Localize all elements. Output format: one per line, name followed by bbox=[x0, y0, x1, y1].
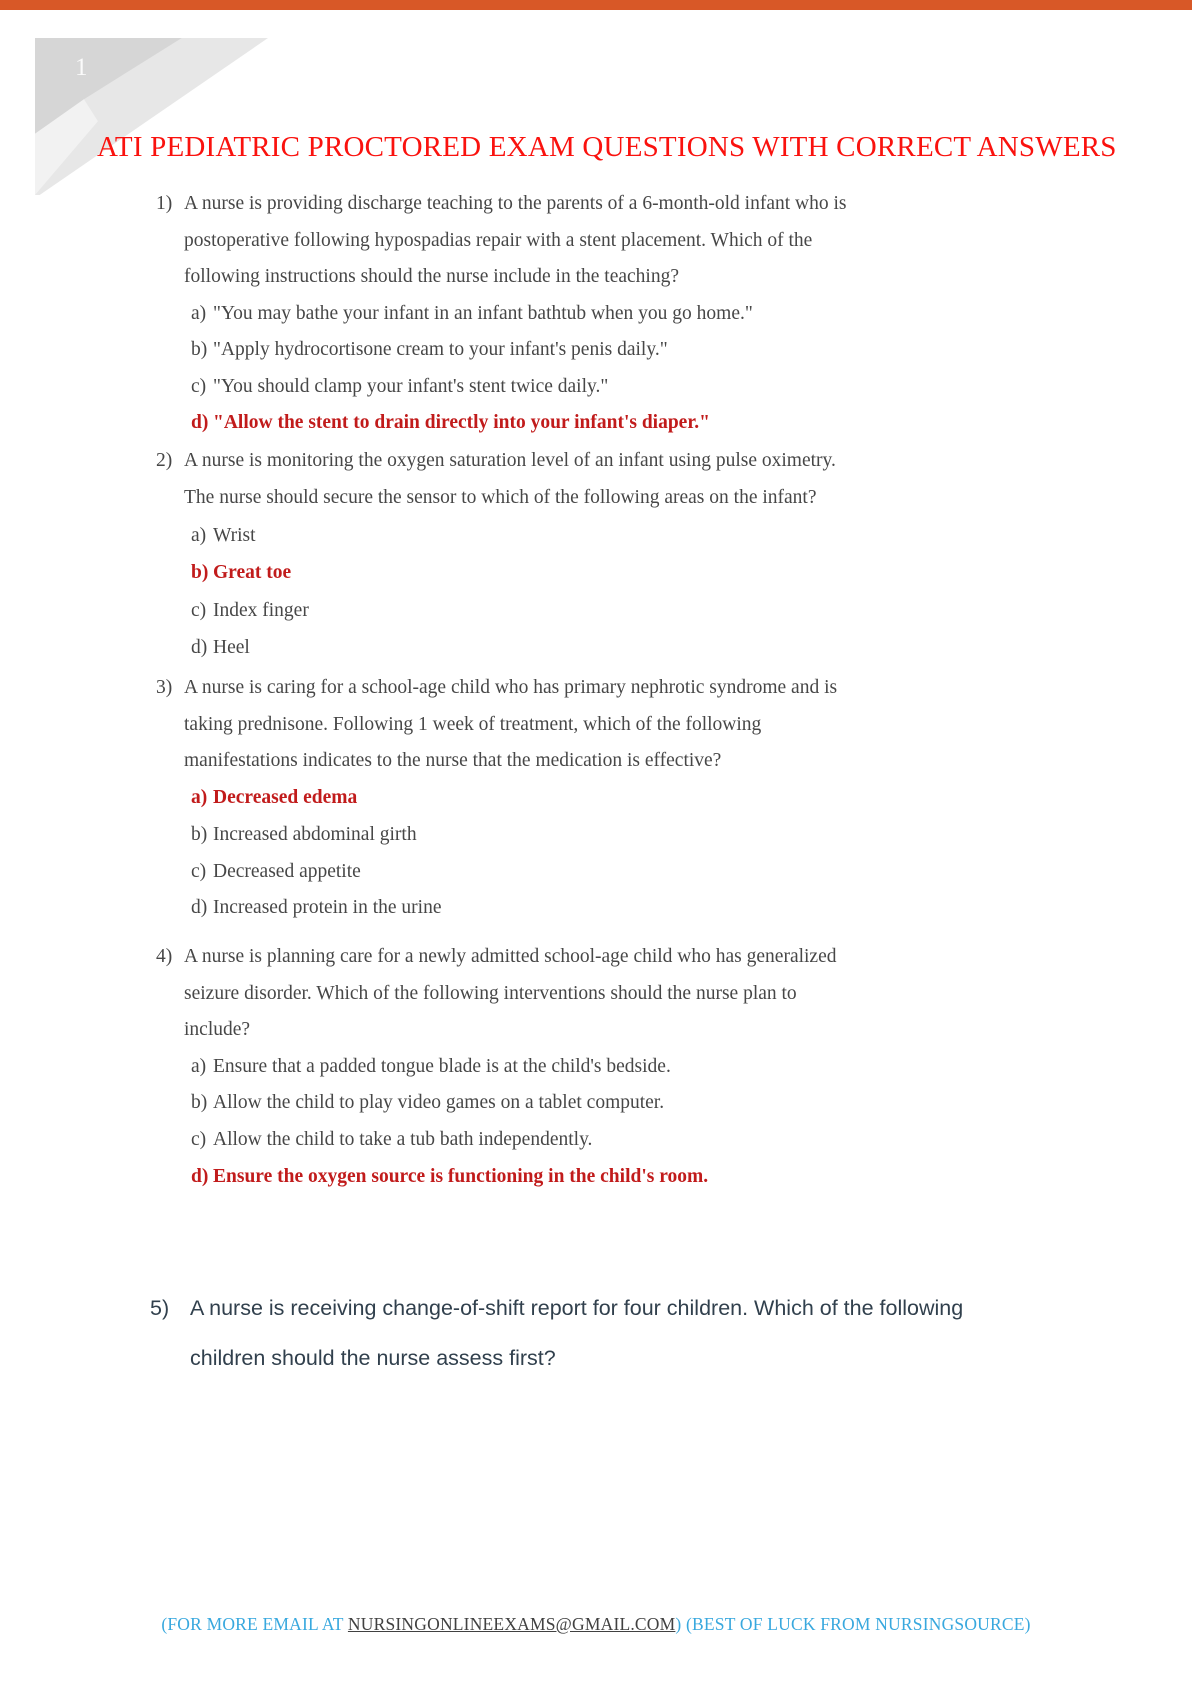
question-text: children should the nurse assess first? bbox=[190, 1346, 556, 1370]
question-text: following instructions should the nurse include in the teaching? bbox=[184, 266, 679, 287]
option-text: Ensure the oxygen source is functioning in the child's room. bbox=[213, 1165, 709, 1187]
question-item bbox=[0, 670, 1192, 927]
question-number: 2) bbox=[156, 450, 173, 471]
question-text: A nurse is receiving change-of-shift report for four children. Which of the following bbox=[190, 1296, 964, 1320]
footer-prefix: (FOR MORE EMAIL AT bbox=[161, 1614, 348, 1634]
document-title: ATI PEDIATRIC PROCTORED EXAM QUESTIONS WITH CORRECT ANSWERS bbox=[97, 131, 1117, 163]
answer-option bbox=[0, 854, 1192, 891]
footer-email-link[interactable]: NURSINGONLINEEXAMS@GMAIL.COM bbox=[347, 1614, 676, 1634]
question-number: 5) bbox=[150, 1296, 170, 1320]
answer-option-correct bbox=[0, 554, 1192, 591]
question-line bbox=[0, 259, 1192, 296]
question-line bbox=[0, 223, 1192, 260]
option-letter: c) bbox=[191, 860, 207, 882]
question-text: manifestations indicates to the nurse that the medication is effective? bbox=[184, 750, 722, 772]
option-text: Ensure that a padded tongue blade is at the child's bedside. bbox=[213, 1055, 671, 1077]
answer-option-correct bbox=[0, 1159, 1192, 1196]
answer-option-correct bbox=[0, 405, 1192, 442]
answer-option-correct bbox=[0, 780, 1192, 817]
option-letter: b) bbox=[191, 1092, 208, 1114]
question-text: The nurse should secure the sensor to which of the following areas on the infant? bbox=[184, 487, 817, 509]
answer-option bbox=[0, 517, 1192, 554]
option-letter: a) bbox=[191, 302, 207, 324]
question-item bbox=[0, 939, 1192, 1195]
top-accent-strip bbox=[0, 0, 1192, 10]
option-text: Decreased edema bbox=[213, 787, 358, 809]
question-text: taking prednisone. Following 1 week of treatment, which of the following bbox=[184, 713, 762, 735]
answer-option bbox=[0, 817, 1192, 854]
option-letter: c) bbox=[191, 599, 207, 621]
question-line bbox=[0, 479, 1192, 516]
question-number: 4) bbox=[156, 946, 173, 967]
question-line bbox=[0, 976, 1192, 1013]
option-letter: b) bbox=[191, 823, 208, 845]
question-text: A nurse is planning care for a newly admitted school-age child who has generalized bbox=[184, 946, 837, 967]
question-text: A nurse is caring for a school-age child who has primary nephrotic syndrome and is bbox=[184, 677, 838, 698]
question-line bbox=[0, 939, 1192, 976]
option-letter: d) bbox=[191, 1165, 209, 1187]
option-text: Heel bbox=[213, 637, 250, 659]
answer-option bbox=[0, 1085, 1192, 1122]
question-line bbox=[0, 1283, 1192, 1333]
question-text: A nurse is providing discharge teaching to the parents of a 6-month-old infant who is bbox=[184, 193, 847, 214]
question-number: 1) bbox=[156, 193, 173, 214]
option-text: Increased protein in the urine bbox=[213, 897, 442, 919]
option-text: Increased abdominal girth bbox=[213, 823, 417, 845]
answer-option bbox=[0, 592, 1192, 629]
option-text: Decreased appetite bbox=[213, 860, 361, 882]
option-letter: a) bbox=[191, 787, 208, 809]
option-letter: d) bbox=[191, 637, 208, 659]
option-text: "You may bathe your infant in an infant bathtub when you go home." bbox=[213, 302, 753, 324]
corner-decoration bbox=[35, 38, 268, 195]
option-letter: b) bbox=[191, 562, 209, 584]
question-text: seizure disorder. Which of the following interventions should the nurse plan to bbox=[184, 982, 797, 1004]
option-text: Allow the child to play video games on a tablet computer. bbox=[213, 1092, 665, 1114]
footer-suffix: ) (BEST OF LUCK FROM NURSINGSOURCE) bbox=[675, 1614, 1031, 1634]
question-item bbox=[0, 186, 1192, 442]
question-line bbox=[0, 670, 1192, 707]
question-line bbox=[0, 442, 1192, 479]
question-text: postoperative following hypospadias repair with a stent placement. Which of the bbox=[184, 229, 813, 251]
question-line bbox=[0, 1012, 1192, 1049]
option-letter: d) bbox=[191, 412, 209, 433]
option-text: "You should clamp your infant's stent twice daily." bbox=[213, 375, 609, 397]
question-number: 3) bbox=[156, 677, 173, 698]
page-number: 1 bbox=[75, 54, 88, 81]
answer-option bbox=[0, 1049, 1192, 1086]
question-text: A nurse is monitoring the oxygen saturation level of an infant using pulse oximetry. bbox=[184, 450, 836, 471]
question-line bbox=[0, 1333, 1192, 1383]
question-text: include? bbox=[184, 1019, 251, 1041]
question-line bbox=[0, 743, 1192, 780]
option-text: Index finger bbox=[213, 599, 309, 621]
answer-option bbox=[0, 369, 1192, 406]
option-text: "Apply hydrocortisone cream to your infant's penis daily." bbox=[213, 339, 668, 360]
answer-option bbox=[0, 629, 1192, 666]
option-letter: d) bbox=[191, 897, 208, 919]
option-letter: a) bbox=[191, 1055, 207, 1077]
answer-option bbox=[0, 890, 1192, 927]
answer-option bbox=[0, 332, 1192, 369]
option-letter: c) bbox=[191, 375, 207, 397]
question-line bbox=[0, 186, 1192, 223]
option-letter: c) bbox=[191, 1128, 207, 1150]
option-text: "Allow the stent to drain directly into your infant's diaper." bbox=[213, 412, 710, 433]
option-text: Great toe bbox=[213, 562, 292, 584]
option-letter: a) bbox=[191, 524, 207, 546]
option-text: Allow the child to take a tub bath independently. bbox=[213, 1128, 593, 1150]
answer-option bbox=[0, 1122, 1192, 1159]
answer-option bbox=[0, 296, 1192, 333]
question-item bbox=[0, 1283, 1192, 1383]
option-letter: b) bbox=[191, 339, 208, 360]
question-item bbox=[0, 442, 1192, 666]
question-line bbox=[0, 707, 1192, 744]
footer bbox=[0, 1612, 1192, 1636]
option-text: Wrist bbox=[213, 524, 256, 546]
